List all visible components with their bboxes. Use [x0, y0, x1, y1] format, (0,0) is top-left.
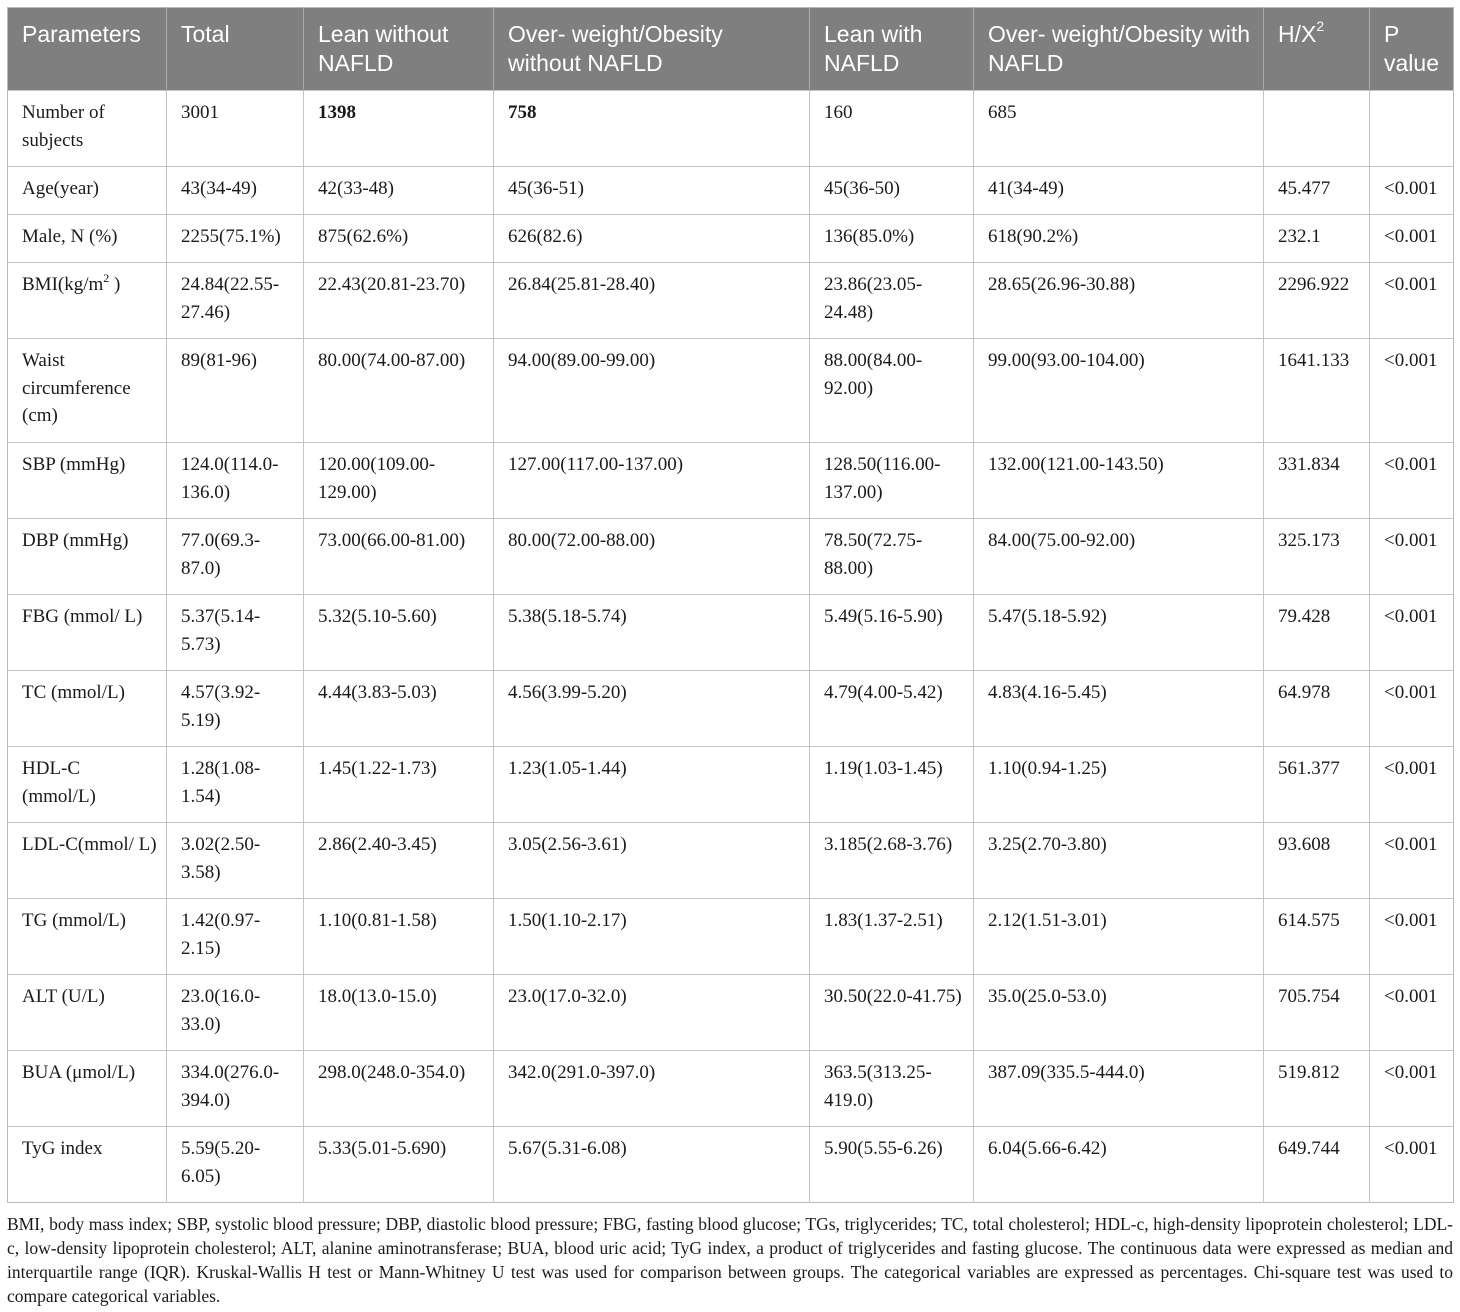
table-row: [8, 91, 1454, 167]
cell-parameter: Age(year): [8, 167, 167, 215]
cell-lean-without-nafld: 120.00(109.00-129.00): [304, 443, 494, 519]
cell-overweight-without-nafld: 3.05(2.56-3.61): [494, 823, 810, 899]
cell-h-x2: 649.744: [1264, 1127, 1370, 1203]
cell-overweight-without-nafld: 1.23(1.05-1.44): [494, 747, 810, 823]
cell-lean-without-nafld: 5.32(5.10-5.60): [304, 595, 494, 671]
cell-h-x2: 614.575: [1264, 899, 1370, 975]
cell-p-value: <0.001: [1370, 443, 1454, 519]
bmi-superscript: 2: [103, 270, 110, 285]
cell-h-x2: 93.608: [1264, 823, 1370, 899]
cell-lean-without-nafld: 73.00(66.00-81.00): [304, 519, 494, 595]
cell-h-x2: 705.754: [1264, 975, 1370, 1051]
header-overweight-with-nafld: Over- weight/Obesity with NAFLD: [974, 8, 1264, 91]
cell-overweight-without-nafld: 23.0(17.0-32.0): [494, 975, 810, 1051]
cell-total: 1.42(0.97-2.15): [167, 899, 304, 975]
cell-h-x2: 325.173: [1264, 519, 1370, 595]
cell-total: 3.02(2.50-3.58): [167, 823, 304, 899]
cell-lean-with-nafld: 1.19(1.03-1.45): [810, 747, 974, 823]
table-row: [8, 671, 1454, 747]
cell-overweight-without-nafld: 758: [494, 91, 810, 167]
cell-overweight-without-nafld: 5.38(5.18-5.74): [494, 595, 810, 671]
cell-overweight-with-nafld: 41(34-49): [974, 167, 1264, 215]
cell-total: 89(81-96): [167, 339, 304, 443]
cell-p-value: <0.001: [1370, 519, 1454, 595]
header-h-x2: [1264, 8, 1370, 91]
cell-p-value: <0.001: [1370, 339, 1454, 443]
cell-parameter: DBP (mmHg): [8, 519, 167, 595]
cell-h-x2: 519.812: [1264, 1051, 1370, 1127]
cell-lean-with-nafld: 30.50(22.0-41.75): [810, 975, 974, 1051]
header-lean-without-nafld: Lean without NAFLD: [304, 8, 494, 91]
cell-overweight-without-nafld: 4.56(3.99-5.20): [494, 671, 810, 747]
cell-p-value: <0.001: [1370, 899, 1454, 975]
cell-p-value: <0.001: [1370, 167, 1454, 215]
table-row: [8, 1127, 1454, 1203]
header-total: Total: [167, 8, 304, 91]
cell-lean-without-nafld: 42(33-48): [304, 167, 494, 215]
table-row: [8, 975, 1454, 1051]
table-row: [8, 595, 1454, 671]
cell-p-value: <0.001: [1370, 747, 1454, 823]
cell-lean-with-nafld: 3.185(2.68-3.76): [810, 823, 974, 899]
cell-h-x2: [1264, 91, 1370, 167]
cell-lean-without-nafld: 5.33(5.01-5.690): [304, 1127, 494, 1203]
cell-p-value: [1370, 91, 1454, 167]
cell-h-x2: 561.377: [1264, 747, 1370, 823]
table-row: [8, 1051, 1454, 1127]
cell-parameter: TG (mmol/L): [8, 899, 167, 975]
cell-lean-without-nafld: 298.0(248.0-354.0): [304, 1051, 494, 1127]
cell-parameter: [8, 263, 167, 339]
cell-p-value: <0.001: [1370, 215, 1454, 263]
cell-parameter: BUA (μmol/L): [8, 1051, 167, 1127]
table-row: [8, 899, 1454, 975]
document: [7, 7, 1453, 1308]
cell-lean-with-nafld: 45(36-50): [810, 167, 974, 215]
cell-total: 2255(75.1%): [167, 215, 304, 263]
header-superscript: 2: [1316, 18, 1325, 35]
table-row: [8, 215, 1454, 263]
cell-p-value: <0.001: [1370, 671, 1454, 747]
cell-lean-with-nafld: 23.86(23.05-24.48): [810, 263, 974, 339]
cell-total: 4.57(3.92-5.19): [167, 671, 304, 747]
cell-overweight-with-nafld: 618(90.2%): [974, 215, 1264, 263]
cell-overweight-with-nafld: 4.83(4.16-5.45): [974, 671, 1264, 747]
table-row: [8, 263, 1454, 339]
cell-overweight-with-nafld: 84.00(75.00-92.00): [974, 519, 1264, 595]
cell-h-x2: 79.428: [1264, 595, 1370, 671]
cell-overweight-without-nafld: 45(36-51): [494, 167, 810, 215]
cell-overweight-with-nafld: 1.10(0.94-1.25): [974, 747, 1264, 823]
cell-total: 77.0(69.3-87.0): [167, 519, 304, 595]
cell-lean-with-nafld: 363.5(313.25-419.0): [810, 1051, 974, 1127]
cell-h-x2: 232.1: [1264, 215, 1370, 263]
table-row: [8, 519, 1454, 595]
cell-lean-with-nafld: 136(85.0%): [810, 215, 974, 263]
cell-lean-with-nafld: 5.49(5.16-5.90): [810, 595, 974, 671]
cell-h-x2: 331.834: [1264, 443, 1370, 519]
cell-p-value: <0.001: [1370, 595, 1454, 671]
cell-parameter: FBG (mmol/ L): [8, 595, 167, 671]
header-row: [8, 8, 1454, 91]
table-row: [8, 167, 1454, 215]
cell-overweight-with-nafld: 685: [974, 91, 1264, 167]
bmi-suffix: ): [109, 274, 121, 295]
cell-overweight-with-nafld: 2.12(1.51-3.01): [974, 899, 1264, 975]
cell-lean-with-nafld: 88.00(84.00-92.00): [810, 339, 974, 443]
header-overweight-without-nafld: Over- weight/Obesity without NAFLD: [494, 8, 810, 91]
cell-parameter: TyG index: [8, 1127, 167, 1203]
cell-total: 124.0(114.0-136.0): [167, 443, 304, 519]
table-row: [8, 747, 1454, 823]
cell-lean-with-nafld: 4.79(4.00-5.42): [810, 671, 974, 747]
cell-lean-without-nafld: 1.10(0.81-1.58): [304, 899, 494, 975]
cell-overweight-without-nafld: 626(82.6): [494, 215, 810, 263]
table-header: [8, 8, 1454, 91]
cell-lean-with-nafld: 5.90(5.55-6.26): [810, 1127, 974, 1203]
cell-overweight-with-nafld: 387.09(335.5-444.0): [974, 1051, 1264, 1127]
cell-total: 3001: [167, 91, 304, 167]
cell-p-value: <0.001: [1370, 1127, 1454, 1203]
cell-overweight-with-nafld: 132.00(121.00-143.50): [974, 443, 1264, 519]
cell-overweight-with-nafld: 3.25(2.70-3.80): [974, 823, 1264, 899]
cell-lean-without-nafld: 80.00(74.00-87.00): [304, 339, 494, 443]
cell-total: 5.37(5.14-5.73): [167, 595, 304, 671]
cell-parameter: Waist circumference (cm): [8, 339, 167, 443]
cell-h-x2: 64.978: [1264, 671, 1370, 747]
cell-lean-without-nafld: 1398: [304, 91, 494, 167]
cell-total: 24.84(22.55-27.46): [167, 263, 304, 339]
cell-parameter: SBP (mmHg): [8, 443, 167, 519]
cell-overweight-without-nafld: 1.50(1.10-2.17): [494, 899, 810, 975]
cell-p-value: <0.001: [1370, 823, 1454, 899]
cell-overweight-with-nafld: 6.04(5.66-6.42): [974, 1127, 1264, 1203]
cell-overweight-with-nafld: 28.65(26.96-30.88): [974, 263, 1264, 339]
cell-h-x2: 45.477: [1264, 167, 1370, 215]
table-row: [8, 823, 1454, 899]
cell-p-value: <0.001: [1370, 263, 1454, 339]
header-h-x-label: H/X: [1278, 21, 1317, 47]
table-footnote: BMI, body mass index; SBP, systolic blood pressure; DBP, diastolic blood pressure; FBG, fasting blood glucose; TGs, triglycerides; TC, total cholesterol; HDL-c, high-density lipoprotein cholesterol; LDL-c, low-density lipoprotein cholesterol; ALT, alanine aminotransferase; BUA, blood uric acid; TyG index, a product of triglycerides and fasting glucose. The continuous data were expressed as median and interquartile range (IQR). Kruskal-Wallis H test or Mann-Whitney U test was used for comparison between groups. The categorical variables are expressed as percentages. Chi-square test was used to compare categorical variables.: [7, 1214, 1453, 1306]
cell-lean-without-nafld: 1.45(1.22-1.73): [304, 747, 494, 823]
cell-overweight-without-nafld: 94.00(89.00-99.00): [494, 339, 810, 443]
cell-overweight-without-nafld: 5.67(5.31-6.08): [494, 1127, 810, 1203]
cell-h-x2: 2296.922: [1264, 263, 1370, 339]
cell-parameter: HDL-C (mmol/L): [8, 747, 167, 823]
cell-overweight-without-nafld: 342.0(291.0-397.0): [494, 1051, 810, 1127]
cell-parameter: Male, N (%): [8, 215, 167, 263]
bmi-label: BMI(kg/m: [22, 274, 104, 295]
cell-lean-without-nafld: 4.44(3.83-5.03): [304, 671, 494, 747]
cell-overweight-with-nafld: 35.0(25.0-53.0): [974, 975, 1264, 1051]
cell-total: 43(34-49): [167, 167, 304, 215]
cell-parameter: Number of subjects: [8, 91, 167, 167]
cell-lean-with-nafld: 128.50(116.00-137.00): [810, 443, 974, 519]
cell-overweight-without-nafld: 26.84(25.81-28.40): [494, 263, 810, 339]
cell-overweight-with-nafld: 5.47(5.18-5.92): [974, 595, 1264, 671]
cell-lean-without-nafld: 875(62.6%): [304, 215, 494, 263]
cell-overweight-without-nafld: 80.00(72.00-88.00): [494, 519, 810, 595]
cell-total: 1.28(1.08-1.54): [167, 747, 304, 823]
cell-parameter: ALT (U/L): [8, 975, 167, 1051]
header-lean-with-nafld: Lean with NAFLD: [810, 8, 974, 91]
cell-lean-with-nafld: 160: [810, 91, 974, 167]
cell-p-value: <0.001: [1370, 1051, 1454, 1127]
header-p-value: P value: [1370, 8, 1454, 91]
cell-parameter: TC (mmol/L): [8, 671, 167, 747]
table-row: [8, 339, 1454, 443]
cell-total: 23.0(16.0-33.0): [167, 975, 304, 1051]
cell-lean-without-nafld: 18.0(13.0-15.0): [304, 975, 494, 1051]
cell-total: 334.0(276.0-394.0): [167, 1051, 304, 1127]
cell-lean-with-nafld: 78.50(72.75-88.00): [810, 519, 974, 595]
cell-p-value: <0.001: [1370, 975, 1454, 1051]
cell-lean-without-nafld: 22.43(20.81-23.70): [304, 263, 494, 339]
cell-h-x2: 1641.133: [1264, 339, 1370, 443]
table-body: [8, 91, 1454, 1203]
cell-overweight-without-nafld: 127.00(117.00-137.00): [494, 443, 810, 519]
cell-lean-with-nafld: 1.83(1.37-2.51): [810, 899, 974, 975]
cell-parameter: LDL-C(mmol/ L): [8, 823, 167, 899]
header-parameters: Parameters: [8, 8, 167, 91]
characteristics-table: [7, 7, 1454, 1203]
table-row: [8, 443, 1454, 519]
cell-lean-without-nafld: 2.86(2.40-3.45): [304, 823, 494, 899]
cell-total: 5.59(5.20-6.05): [167, 1127, 304, 1203]
cell-overweight-with-nafld: 99.00(93.00-104.00): [974, 339, 1264, 443]
